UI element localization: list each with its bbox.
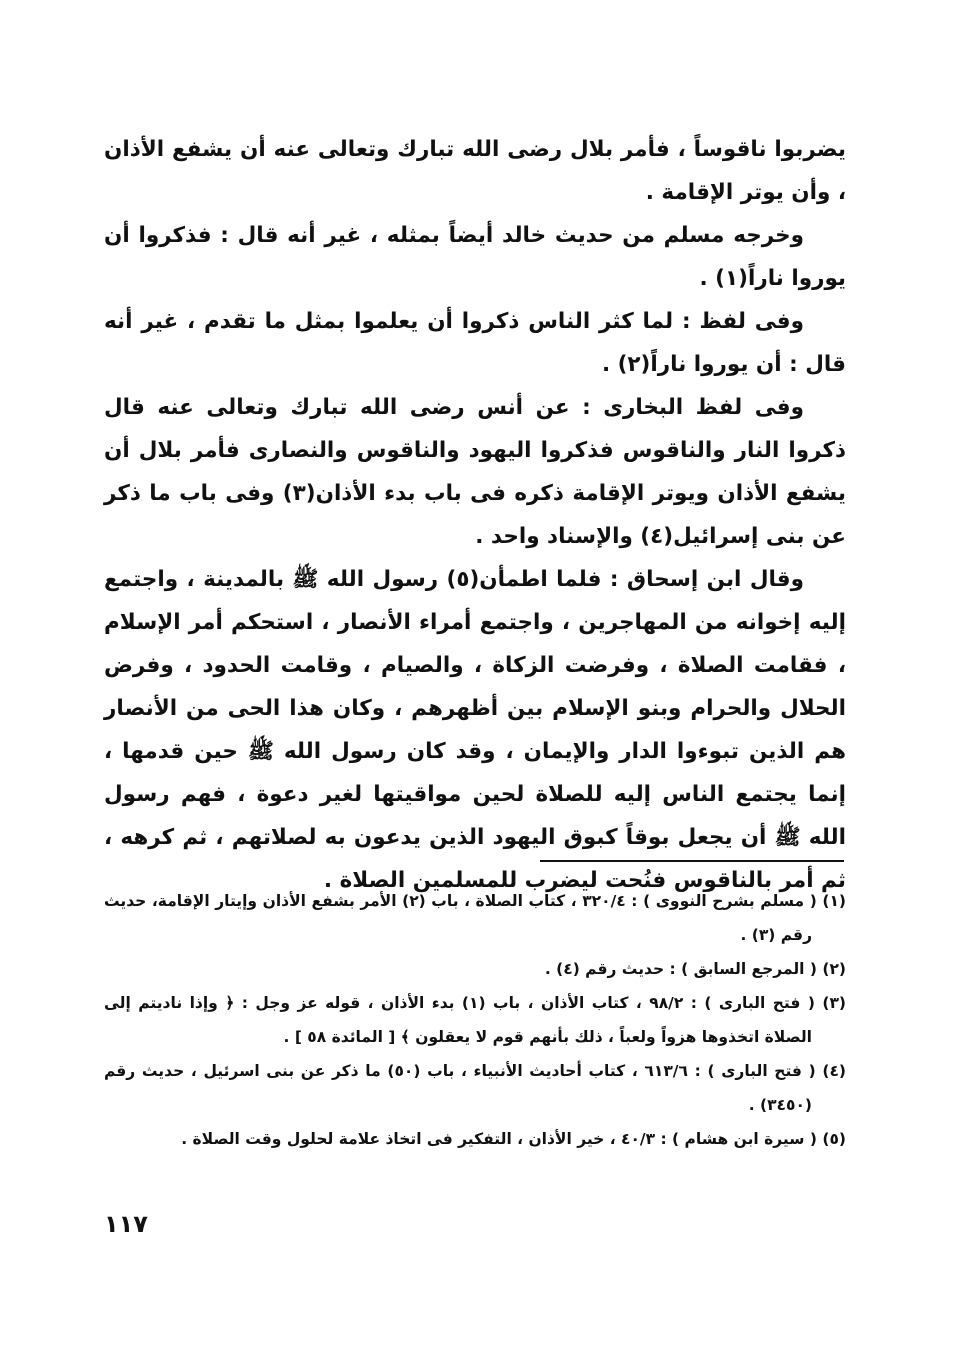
paragraph: وفى لفظ البخارى : عن أنس رضى الله تبارك وتعالى عنه قال ذكروا النار والناقوس فذكروا اليهود والناقوس والنصارى فأمر بلال أن يشفع الأذان ويوتر الإقامة ذكره فى باب بدء الأذان(٣) وفى باب ما ذكر عن بنى إسرائيل(٤) والإسناد واحد . bbox=[104, 395, 847, 549]
page-number: ١١٧ bbox=[104, 1210, 148, 1238]
paragraph: وقال ابن إسحاق : فلما اطمأن(٥) رسول الله ﷺ بالمدينة ، واجتمع إليه إخوانه من المهاجرين ، واجتمع أمراء الأنصار ، استحكم أمر الإسلام ، فقامت الصلاة ، وفرضت الزكاة ، والصيام ، وقامت الحدود ، وفرض الحلال والحرام وبنو الإسلام بين أظهرهم ، وكان هذا الحى من الأنصار هم الذين تبوءوا الدار والإيمان ، وقد كان رسول الله ﷺ حين قدمها ، إنما يجتمع الناس إليه للصلاة لحين مواقيتها لغير دعوة ، فهم رسول الله ﷺ أن يجعل بوقاً كبوق اليهود الذين يدعون به لصلاتهم ، ثم كرهه ، ثم أمر بالناقوس فنُحت ليضرب للمسلمين الصلاة . bbox=[104, 567, 846, 893]
paragraph: وخرجه مسلم من حديث خالد أيضاً بمثله ، غير أنه قال : فذكروا أن يوروا ناراً(١) . bbox=[104, 223, 846, 291]
footnote-separator bbox=[540, 860, 844, 862]
footnote: (٤) ( فتح البارى ) : ٦١٣/٦ ، كتاب أحاديث الأنبياء ، باب (٥٠) ما ذكر عن بنى اسرئيل ، حديث رقم (٣٤٥٠) . bbox=[104, 1062, 847, 1114]
footnote: (٢) ( المرجع السابق ) : حديث رقم (٤) . bbox=[544, 960, 846, 978]
footnote: (٣) ( فتح البارى ) : ٩٨/٢ ، كتاب الأذان ، باب (١) بدء الأذان ، قوله عز وجل : ﴿ وإذا ناديتم إلى الصلاة اتخذوها هزواً ولعباً ، ذلك بأنهم قوم لا يعقلون ﴾ [ المائدة ٥٨ ] . bbox=[104, 994, 847, 1046]
footnote: (١) ( مسلم بشرح النووى ) : ٣٢٠/٤ ، كتاب الصلاة ، باب (٢) الأمر بشفع الأذان وإيتار الإقامة، حديث رقم (٣) . bbox=[104, 892, 847, 944]
paragraph: وفى لفظ : لما كثر الناس ذكروا أن يعلموا بمثل ما تقدم ، غير أنه قال : أن يوروا ناراً(٢) . bbox=[104, 309, 846, 377]
footnotes bbox=[104, 884, 846, 1156]
footnote: (٥) ( سيرة ابن هشام ) : ٤٠/٣ ، خير الأذان ، التفكير فى اتخاذ علامة لحلول وقت الصلاة . bbox=[181, 1130, 846, 1148]
paragraph: يضربوا ناقوساً ، فأمر بلال رضى الله تبارك وتعالى عنه أن يشفع الأذان ، وأن يوتر الإقامة . bbox=[104, 137, 846, 205]
main-text bbox=[104, 128, 846, 902]
